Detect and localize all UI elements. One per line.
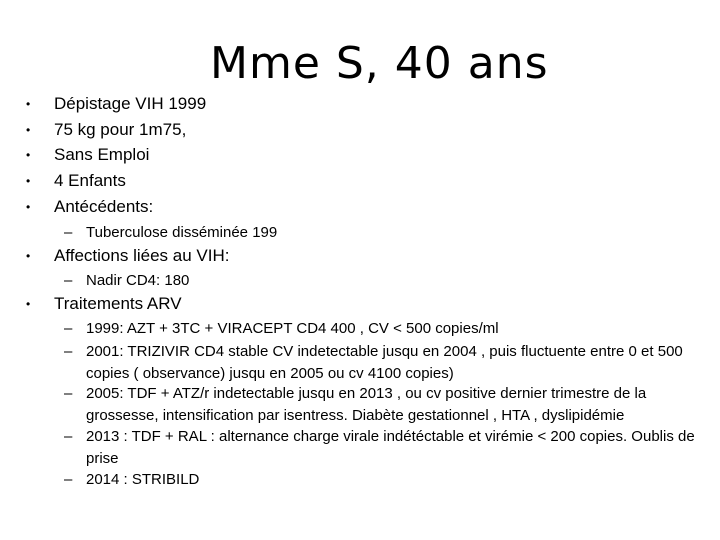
bullet-icon: • bbox=[26, 97, 31, 111]
dash-icon: – bbox=[64, 224, 73, 241]
bullet-icon: • bbox=[26, 148, 31, 162]
bullet-icon: • bbox=[26, 200, 31, 214]
list-item-text: Dépistage VIH 1999 bbox=[54, 94, 207, 113]
treatment-text: 2005: TDF + ATZ/r indetectable jusqu en 2013 , ou cv positive dernier trimestre de la grossesse, intensification par isentress. Diabète gestationnel , HTA , dyslipidémie bbox=[86, 385, 647, 424]
dash-icon: – bbox=[64, 471, 73, 488]
list-item-text: 4 Enfants bbox=[54, 171, 126, 190]
treatment-text: 2014 : STRIBILD bbox=[86, 471, 200, 488]
dash-icon: – bbox=[64, 320, 73, 337]
list-item-text: Antécédents: bbox=[54, 197, 154, 216]
treatment-text: 1999: AZT + 3TC + VIRACEPT CD4 400 , CV < 500 copies/ml bbox=[86, 320, 499, 337]
list-item-text: Affections liées au VIH: bbox=[54, 246, 230, 265]
treatment-text: 2013 : TDF + RAL : alternance charge virale indétéctable et virémie < 200 copies. Oublis de prise bbox=[86, 428, 695, 467]
list-item-text: Traitements ARV bbox=[54, 294, 182, 313]
bullet-icon: • bbox=[26, 297, 31, 311]
dash-icon: – bbox=[64, 428, 73, 445]
dash-icon: – bbox=[64, 343, 73, 360]
dash-icon: – bbox=[64, 272, 73, 289]
list-item-text: Sans Emploi bbox=[54, 145, 150, 164]
slide-title: Mme S, 40 ans bbox=[210, 38, 549, 89]
dash-icon: – bbox=[64, 385, 73, 402]
treatment-text: 2001: TRIZIVIR CD4 stable CV indetectable jusqu en 2004 , puis fluctuente entre 0 et 500 copies ( observance) jusqu en 2005 ou cv 4100 copies) bbox=[86, 343, 683, 382]
sub-list-item-text: Nadir CD4: 180 bbox=[86, 272, 190, 289]
list-item-text: 75 kg pour 1m75, bbox=[54, 120, 187, 139]
bullet-icon: • bbox=[26, 174, 31, 188]
bullet-icon: • bbox=[26, 249, 31, 263]
bullet-icon: • bbox=[26, 123, 31, 137]
sub-list-item-text: Tuberculose disséminée 199 bbox=[86, 224, 278, 241]
